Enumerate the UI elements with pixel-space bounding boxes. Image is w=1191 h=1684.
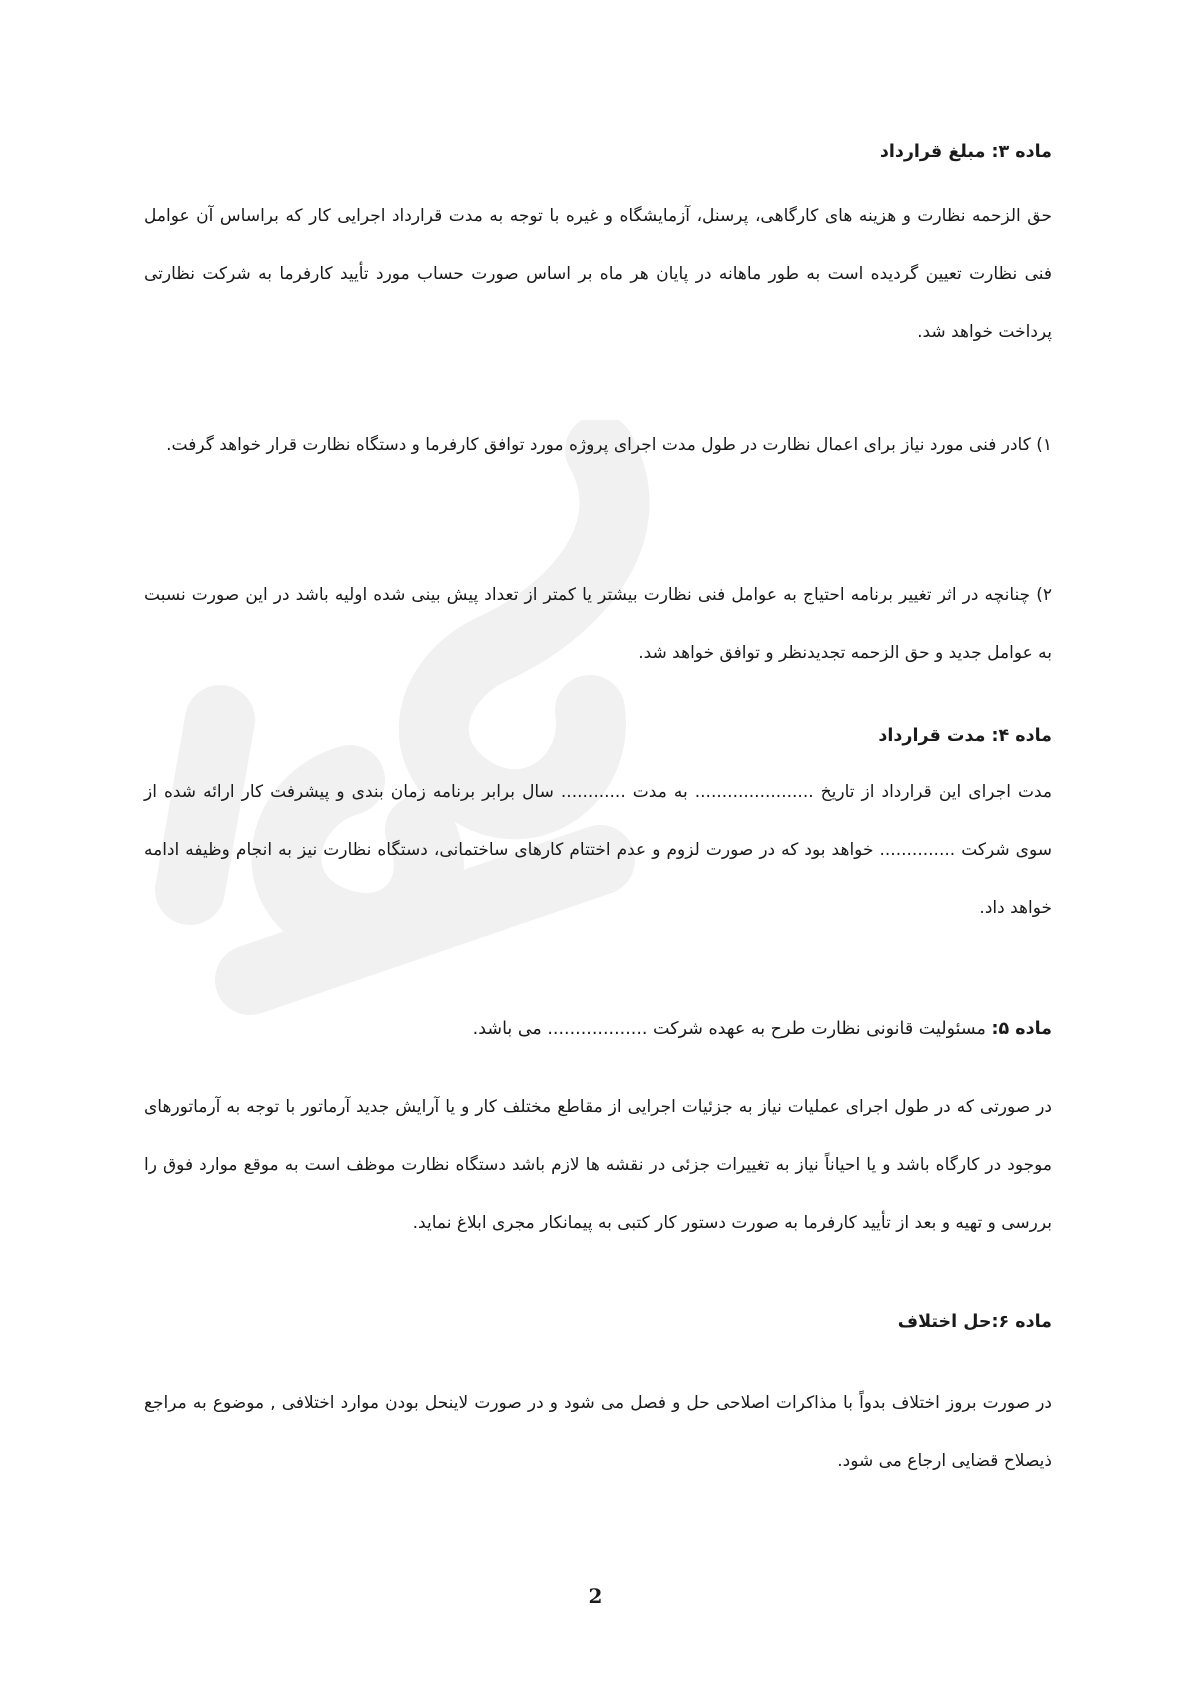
article-5-heading-label: ماده ۵:	[991, 1019, 1052, 1039]
page-number: 2	[588, 1584, 603, 1608]
article-4-paragraph: مدت اجرای این قرارداد از تاریخ ...................... به مدت ............ سال برابر برنامه زمان بندی و پیشرفت کار ارائه شده از سوی شرکت .............. خواهد بود که در صورت لزوم و عدم اختتام کارهای ساختمانی، دستگاه نظارت نیز به انجام وظیفه ادامه خواهد داد.	[144, 782, 1052, 918]
article-5-heading	[144, 1017, 1052, 1041]
article-3-item-2: ۲) چنانچه در اثر تغییر برنامه احتیاج به عوامل فنی نظارت بیشتر یا کمتر از تعداد پیش بینی شده اولیه باشد در این صورت نسبت به عوامل جدید و حق الزحمه تجدیدنظر و توافق خواهد شد.	[144, 585, 1052, 663]
article-3-heading: ماده ۳: مبلغ قرارداد	[879, 142, 1052, 162]
article-5-paragraph: در صورتی که در طول اجرای عملیات نیاز به جزئیات اجرایی از مقاطع مختلف کار و یا آرایش جدید آرماتور با توجه به آرماتورهای موجود در کارگاه باشد و یا احیاناً نیاز به تغییرات جزئی در نقشه ها لازم باشد دستگاه نظارت موظف است به موقع موارد فوق را بررسی و تهیه و بعد از تأیید کارفرما به صورت دستور کار کتبی به پیمانکار مجری ابلاغ نماید.	[144, 1097, 1052, 1233]
article-6-heading: ماده ۶:حل اختلاف	[897, 1312, 1052, 1332]
article-6-paragraph: در صورت بروز اختلاف بدواً با مذاکرات اصلاحی حل و فصل می شود و در صورت لاینحل بودن موارد اختلافی , موضوع به مراجع ذیصلاح قضایی ارجاع می شود.	[144, 1393, 1052, 1471]
article-3-item-1: ۱) کادر فنی مورد نیاز برای اعمال نظارت در طول مدت اجرای پروژه مورد توافق کارفرما و دستگاه نظارت قرار خواهد گرفت.	[166, 435, 1052, 455]
article-4-heading: ماده ۴: مدت قرارداد	[878, 726, 1052, 746]
article-3-paragraph: حق الزحمه نظارت و هزینه های کارگاهی، پرسنل، آزمایشگاه و غیره با توجه به مدت قرارداد اجرایی کار که براساس آن عوامل فنی نظارت تعیین گردیده است به طور ماهانه در پایان هر ماه بر اساس صورت حساب مورد تأیید کارفرما به شرکت نظارتی پرداخت خواهد شد.	[144, 206, 1052, 342]
article-5-heading-text: مسئولیت قانونی نظارت طرح به عهده شرکت .................. می باشد.	[472, 1019, 986, 1039]
